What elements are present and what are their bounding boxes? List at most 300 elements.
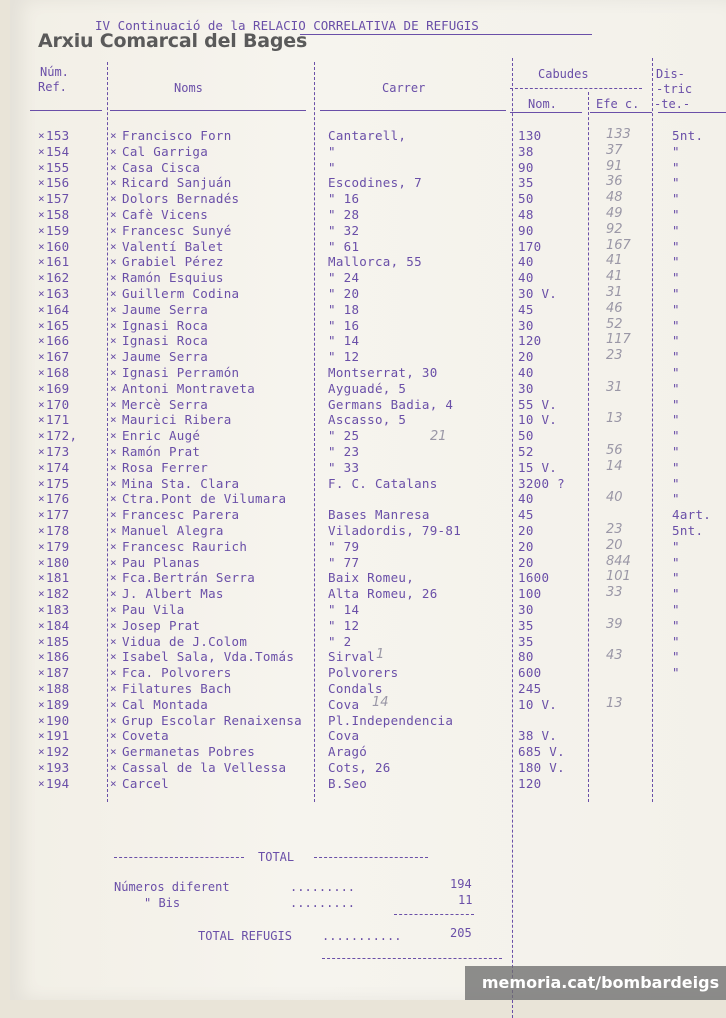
check-mark-icon: × [38, 587, 45, 600]
row-capacity: 10 V. [518, 697, 558, 712]
row-ref: 183 [46, 602, 70, 617]
total-refugis-dots: ........... [322, 929, 402, 943]
row-district: " [672, 444, 680, 459]
row-capacity: 40 [518, 254, 534, 269]
row-name: Mina Sta. Clara [122, 476, 240, 491]
row-capacity: 20 [518, 539, 534, 554]
row-district: " [672, 491, 680, 506]
check-mark-icon: × [38, 413, 45, 426]
row-name: Carcel [122, 776, 169, 791]
row-name: Isabel Sala, Vda.Tomás [122, 649, 295, 664]
check-mark-icon: × [38, 508, 45, 521]
row-effective: 91 [606, 159, 623, 174]
check-mark-icon: × [110, 492, 117, 505]
row-street: " 16 [328, 318, 360, 333]
check-mark-icon: × [38, 192, 45, 205]
row-ref: 164 [46, 302, 70, 317]
row-district: " [672, 634, 680, 649]
row-name: Pau Vila [122, 602, 185, 617]
check-mark-icon: × [110, 524, 117, 537]
check-mark-icon: × [38, 145, 45, 158]
row-name: Maurici Ribera [122, 412, 232, 427]
row-street: Cova [328, 728, 360, 743]
row-capacity: 245 [518, 681, 542, 696]
check-mark-icon: × [38, 714, 45, 727]
row-capacity: 40 [518, 365, 534, 380]
header-underline-efec [590, 112, 652, 113]
row-name: Coveta [122, 728, 169, 743]
row-ref: 181 [46, 570, 70, 585]
header-ref-line1: Núm. [40, 65, 69, 79]
total-refugis-value: 205 [450, 926, 472, 940]
row-name: Grabiel Pérez [122, 254, 224, 269]
row-capacity: 52 [518, 444, 534, 459]
row-ref: 158 [46, 207, 70, 222]
row-street: " 24 [328, 270, 360, 285]
header-underline-dist [658, 112, 726, 113]
row-district: " [672, 144, 680, 159]
column-rule-5 [652, 58, 653, 802]
row-capacity: 40 [518, 270, 534, 285]
check-mark-icon: × [110, 556, 117, 569]
row-capacity: 20 [518, 523, 534, 538]
row-district: " [672, 539, 680, 554]
check-mark-icon: × [110, 650, 117, 663]
handwritten-note-172: 21 [430, 429, 447, 444]
row-name: Ramón Esquius [122, 270, 224, 285]
row-district: " [672, 349, 680, 364]
row-capacity: 30 [518, 602, 534, 617]
check-mark-icon: × [38, 240, 45, 253]
check-mark-icon: × [110, 224, 117, 237]
check-mark-icon: × [38, 635, 45, 648]
row-ref: 174 [46, 460, 70, 475]
header-underline-ref [30, 110, 102, 111]
row-capacity: 170 [518, 239, 542, 254]
row-district: " [672, 649, 680, 664]
row-ref: 153 [46, 128, 70, 143]
header-efec: Efe c. [596, 97, 640, 111]
row-district: " [672, 223, 680, 238]
row-street: " 14 [328, 333, 360, 348]
check-mark-icon: × [110, 176, 117, 189]
check-mark-icon: × [38, 477, 45, 490]
row-effective: 40 [606, 490, 623, 505]
row-ref: 193 [46, 760, 70, 775]
check-mark-icon: × [110, 745, 117, 758]
check-mark-icon: × [110, 445, 117, 458]
row-name: Francesc Sunyé [122, 223, 232, 238]
row-street: " 79 [328, 539, 360, 554]
row-capacity: 30 [518, 381, 534, 396]
check-mark-icon: × [110, 635, 117, 648]
check-mark-icon: × [38, 698, 45, 711]
check-mark-icon: × [110, 129, 117, 142]
row-street: Pl.Independencia [328, 713, 454, 728]
row-capacity: 45 [518, 302, 534, 317]
row-district: 5nt. [672, 523, 704, 538]
row-capacity: 120 [518, 333, 542, 348]
row-capacity: 180 V. [518, 760, 565, 775]
check-mark-icon: × [110, 714, 117, 727]
row-capacity: 15 V. [518, 460, 558, 475]
check-mark-icon: × [38, 461, 45, 474]
row-district: " [672, 586, 680, 601]
check-mark-icon: × [38, 287, 45, 300]
cabudes-divider [510, 88, 642, 89]
row-street: F. C. Catalans [328, 476, 438, 491]
row-street: " 20 [328, 286, 360, 301]
handwritten-note-186: 1 [376, 647, 385, 662]
check-mark-icon: × [38, 540, 45, 553]
check-mark-icon: × [38, 398, 45, 411]
row-ref: 168 [46, 365, 70, 380]
row-name: Grup Escolar Renaixensa [122, 713, 302, 728]
check-mark-icon: × [110, 619, 117, 632]
row-effective: 13 [606, 696, 623, 711]
row-ref: 190 [46, 713, 70, 728]
row-capacity: 1600 [518, 570, 550, 585]
check-mark-icon: × [110, 666, 117, 679]
check-mark-icon: × [110, 571, 117, 584]
row-district: " [672, 428, 680, 443]
row-name: Mercè Serra [122, 397, 209, 412]
row-effective: 43 [606, 648, 623, 663]
row-capacity: 30 [518, 318, 534, 333]
row-name: Francesc Parera [122, 507, 240, 522]
row-ref: 169 [46, 381, 70, 396]
row-name: Rosa Ferrer [122, 460, 209, 475]
row-ref: 178 [46, 523, 70, 538]
check-mark-icon: × [38, 334, 45, 347]
row-district: " [672, 207, 680, 222]
check-mark-icon: × [38, 745, 45, 758]
total-sum-line [394, 914, 474, 915]
row-effective: 14 [606, 459, 623, 474]
row-capacity: 130 [518, 128, 542, 143]
check-mark-icon: × [38, 224, 45, 237]
check-mark-icon: × [110, 429, 117, 442]
row-district: " [672, 254, 680, 269]
row-name: J. Albert Mas [122, 586, 224, 601]
row-ref: 186 [46, 649, 70, 664]
row-name: Cafè Vicens [122, 207, 209, 222]
row-ref: 194 [46, 776, 70, 791]
row-district: " [672, 602, 680, 617]
row-capacity: 600 [518, 665, 542, 680]
check-mark-icon: × [110, 382, 117, 395]
row-ref: 192 [46, 744, 70, 759]
row-effective: 37 [606, 143, 623, 158]
row-ref: 155 [46, 160, 70, 175]
row-effective: 52 [606, 317, 623, 332]
row-street: Alta Romeu, 26 [328, 586, 438, 601]
check-mark-icon: × [110, 461, 117, 474]
check-mark-icon: × [110, 145, 117, 158]
row-effective: 46 [606, 301, 623, 316]
check-mark-icon: × [38, 619, 45, 632]
check-mark-icon: × [110, 761, 117, 774]
column-rule-4 [588, 92, 589, 802]
row-street: Viladordis, 79-81 [328, 523, 462, 538]
row-name: Ramón Prat [122, 444, 201, 459]
check-mark-icon: × [110, 366, 117, 379]
row-ref: 157 [46, 191, 70, 206]
row-effective: 36 [606, 174, 623, 189]
row-capacity: 35 [518, 618, 534, 633]
row-capacity: 35 [518, 634, 534, 649]
check-mark-icon: × [110, 477, 117, 490]
total-bis-value: 11 [458, 893, 473, 907]
row-name: Jaume Serra [122, 349, 209, 364]
row-effective: 31 [606, 380, 623, 395]
row-street: Mallorca, 55 [328, 254, 422, 269]
check-mark-icon: × [110, 161, 117, 174]
row-capacity: 120 [518, 776, 542, 791]
row-ref: 170 [46, 397, 70, 412]
row-name: Fca.Bertrán Serra [122, 570, 256, 585]
row-district: " [672, 270, 680, 285]
check-mark-icon: × [38, 571, 45, 584]
row-name: Vidua de J.Colom [122, 634, 248, 649]
header-underline-nom [510, 112, 582, 113]
row-capacity: 30 V. [518, 286, 558, 301]
row-name: Francesc Raurich [122, 539, 248, 554]
total-refugis-label: TOTAL REFUGIS [198, 929, 292, 943]
row-name: Germanetas Pobres [122, 744, 256, 759]
row-capacity: 55 V. [518, 397, 558, 412]
check-mark-icon: × [110, 192, 117, 205]
row-ref: 187 [46, 665, 70, 680]
check-mark-icon: × [38, 777, 45, 790]
row-name: Francisco Forn [122, 128, 232, 143]
check-mark-icon: × [110, 208, 117, 221]
row-street: " 23 [328, 444, 360, 459]
row-district: " [672, 460, 680, 475]
row-name: Guillerm Codina [122, 286, 240, 301]
row-district: " [672, 175, 680, 190]
total-bis-label: " Bis [144, 896, 181, 910]
row-street: Baix Romeu, [328, 570, 415, 585]
total-bis-dots: ......... [290, 896, 356, 910]
check-mark-icon: × [110, 413, 117, 426]
total-left-dash [114, 857, 244, 858]
row-name: Cassal de la Vellessa [122, 760, 287, 775]
total-right-dash [314, 857, 428, 858]
total-diferent-label: Números diferent [114, 880, 230, 894]
row-ref: 160 [46, 239, 70, 254]
row-effective: 41 [606, 253, 623, 268]
row-ref: 172, [46, 428, 78, 443]
row-street: " 33 [328, 460, 360, 475]
check-mark-icon: × [38, 650, 45, 663]
check-mark-icon: × [38, 350, 45, 363]
row-ref: 175 [46, 476, 70, 491]
header-districte-3: -te.- [654, 97, 691, 111]
check-mark-icon: × [110, 698, 117, 711]
row-street: Germans Badia, 4 [328, 397, 454, 412]
row-name: Enric Augé [122, 428, 201, 443]
row-capacity: 3200 ? [518, 476, 565, 491]
row-street: B.Seo [328, 776, 368, 791]
row-street: " 12 [328, 618, 360, 633]
row-ref: 167 [46, 349, 70, 364]
row-effective: 844 [606, 554, 631, 569]
check-mark-icon: × [110, 287, 117, 300]
row-ref: 165 [46, 318, 70, 333]
row-name: Cal Garriga [122, 144, 209, 159]
row-ref: 182 [46, 586, 70, 601]
row-effective: 20 [606, 538, 623, 553]
check-mark-icon: × [110, 508, 117, 521]
row-street: " 16 [328, 191, 360, 206]
column-rule-2 [314, 62, 315, 802]
row-capacity: 80 [518, 649, 534, 664]
check-mark-icon: × [110, 303, 117, 316]
row-street: Polvorers [328, 665, 399, 680]
total-bottom-line [322, 958, 502, 959]
row-ref: 156 [46, 175, 70, 190]
row-capacity: 100 [518, 586, 542, 601]
check-mark-icon: × [38, 524, 45, 537]
row-ref: 189 [46, 697, 70, 712]
row-name: Casa Cisca [122, 160, 201, 175]
header-underline-noms [110, 110, 306, 111]
row-effective: 13 [606, 411, 623, 426]
row-district: " [672, 570, 680, 585]
row-name: Antoni Montraveta [122, 381, 256, 396]
row-street: Aragó [328, 744, 368, 759]
row-ref: 180 [46, 555, 70, 570]
row-street: " 25 [328, 428, 360, 443]
check-mark-icon: × [38, 366, 45, 379]
row-capacity: 48 [518, 207, 534, 222]
row-street: Condals [328, 681, 383, 696]
check-mark-icon: × [38, 492, 45, 505]
row-name: Jaume Serra [122, 302, 209, 317]
row-capacity: 38 V. [518, 728, 558, 743]
row-district: " [672, 318, 680, 333]
row-ref: 191 [46, 728, 70, 743]
title-underline [300, 34, 592, 35]
row-district: " [672, 365, 680, 380]
row-district: 5nt. [672, 128, 704, 143]
row-street: " 12 [328, 349, 360, 364]
check-mark-icon: × [38, 682, 45, 695]
row-capacity: 90 [518, 160, 534, 175]
row-ref: 176 [46, 491, 70, 506]
check-mark-icon: × [38, 382, 45, 395]
check-mark-icon: × [110, 240, 117, 253]
row-ref: 161 [46, 254, 70, 269]
check-mark-icon: × [110, 540, 117, 553]
row-name: Josep Prat [122, 618, 201, 633]
row-district: " [672, 191, 680, 206]
row-name: Valentí Balet [122, 239, 224, 254]
row-district: " [672, 160, 680, 175]
row-street: " 2 [328, 634, 352, 649]
row-name: Cal Montada [122, 697, 209, 712]
row-name: Ignasi Roca [122, 333, 209, 348]
row-effective: 133 [606, 127, 631, 142]
row-ref: 154 [46, 144, 70, 159]
row-district: " [672, 286, 680, 301]
row-street: Cova [328, 697, 360, 712]
check-mark-icon: × [38, 161, 45, 174]
row-district: " [672, 239, 680, 254]
row-street: " 61 [328, 239, 360, 254]
check-mark-icon: × [110, 255, 117, 268]
row-district: " [672, 302, 680, 317]
check-mark-icon: × [110, 587, 117, 600]
row-effective: 92 [606, 222, 623, 237]
row-street: Ayguadé, 5 [328, 381, 407, 396]
row-capacity: 50 [518, 428, 534, 443]
row-name: Ignasi Perramón [122, 365, 240, 380]
check-mark-icon: × [38, 129, 45, 142]
row-ref: 159 [46, 223, 70, 238]
row-street: Cantarell, [328, 128, 407, 143]
row-street: Escodines, 7 [328, 175, 422, 190]
row-effective: 48 [606, 190, 623, 205]
row-ref: 166 [46, 333, 70, 348]
total-diferent-value: 194 [450, 877, 472, 891]
row-effective: 117 [606, 332, 631, 347]
row-effective: 33 [606, 585, 623, 600]
row-district: " [672, 381, 680, 396]
document-title: IV Continuació de la RELACIO CORRELATIVA DE REFUGIS [95, 18, 479, 33]
check-mark-icon: × [38, 729, 45, 742]
header-cabudes: Cabudes [538, 67, 589, 81]
check-mark-icon: × [110, 334, 117, 347]
document-page [10, 0, 726, 1000]
row-ref: 171 [46, 412, 70, 427]
column-rule-1 [107, 62, 108, 802]
row-district: " [672, 476, 680, 491]
row-effective: 23 [606, 522, 623, 537]
row-street: Montserrat, 30 [328, 365, 438, 380]
row-ref: 173 [46, 444, 70, 459]
column-rule-3 [512, 58, 513, 1018]
row-street: " 14 [328, 602, 360, 617]
handwritten-note-189: 14 [372, 695, 389, 710]
check-mark-icon: × [38, 429, 45, 442]
row-ref: 163 [46, 286, 70, 301]
row-name: Fca. Polvorers [122, 665, 232, 680]
total-diferent-dots: ......... [290, 880, 356, 894]
header-ref-line2: Ref. [38, 80, 67, 94]
row-district: " [672, 665, 680, 680]
row-effective: 167 [606, 238, 631, 253]
row-capacity: 20 [518, 555, 534, 570]
row-capacity: 10 V. [518, 412, 558, 427]
row-ref: 188 [46, 681, 70, 696]
check-mark-icon: × [110, 777, 117, 790]
row-name: Ignasi Roca [122, 318, 209, 333]
row-capacity: 35 [518, 175, 534, 190]
archive-watermark: Arxiu Comarcal del Bages [38, 30, 308, 52]
header-noms: Noms [174, 81, 203, 95]
row-effective: 31 [606, 285, 623, 300]
header-underline-carrer [320, 110, 506, 111]
row-street: " [328, 160, 336, 175]
check-mark-icon: × [38, 603, 45, 616]
row-name: Manuel Alegra [122, 523, 224, 538]
check-mark-icon: × [110, 729, 117, 742]
row-district: " [672, 555, 680, 570]
check-mark-icon: × [38, 445, 45, 458]
check-mark-icon: × [110, 350, 117, 363]
